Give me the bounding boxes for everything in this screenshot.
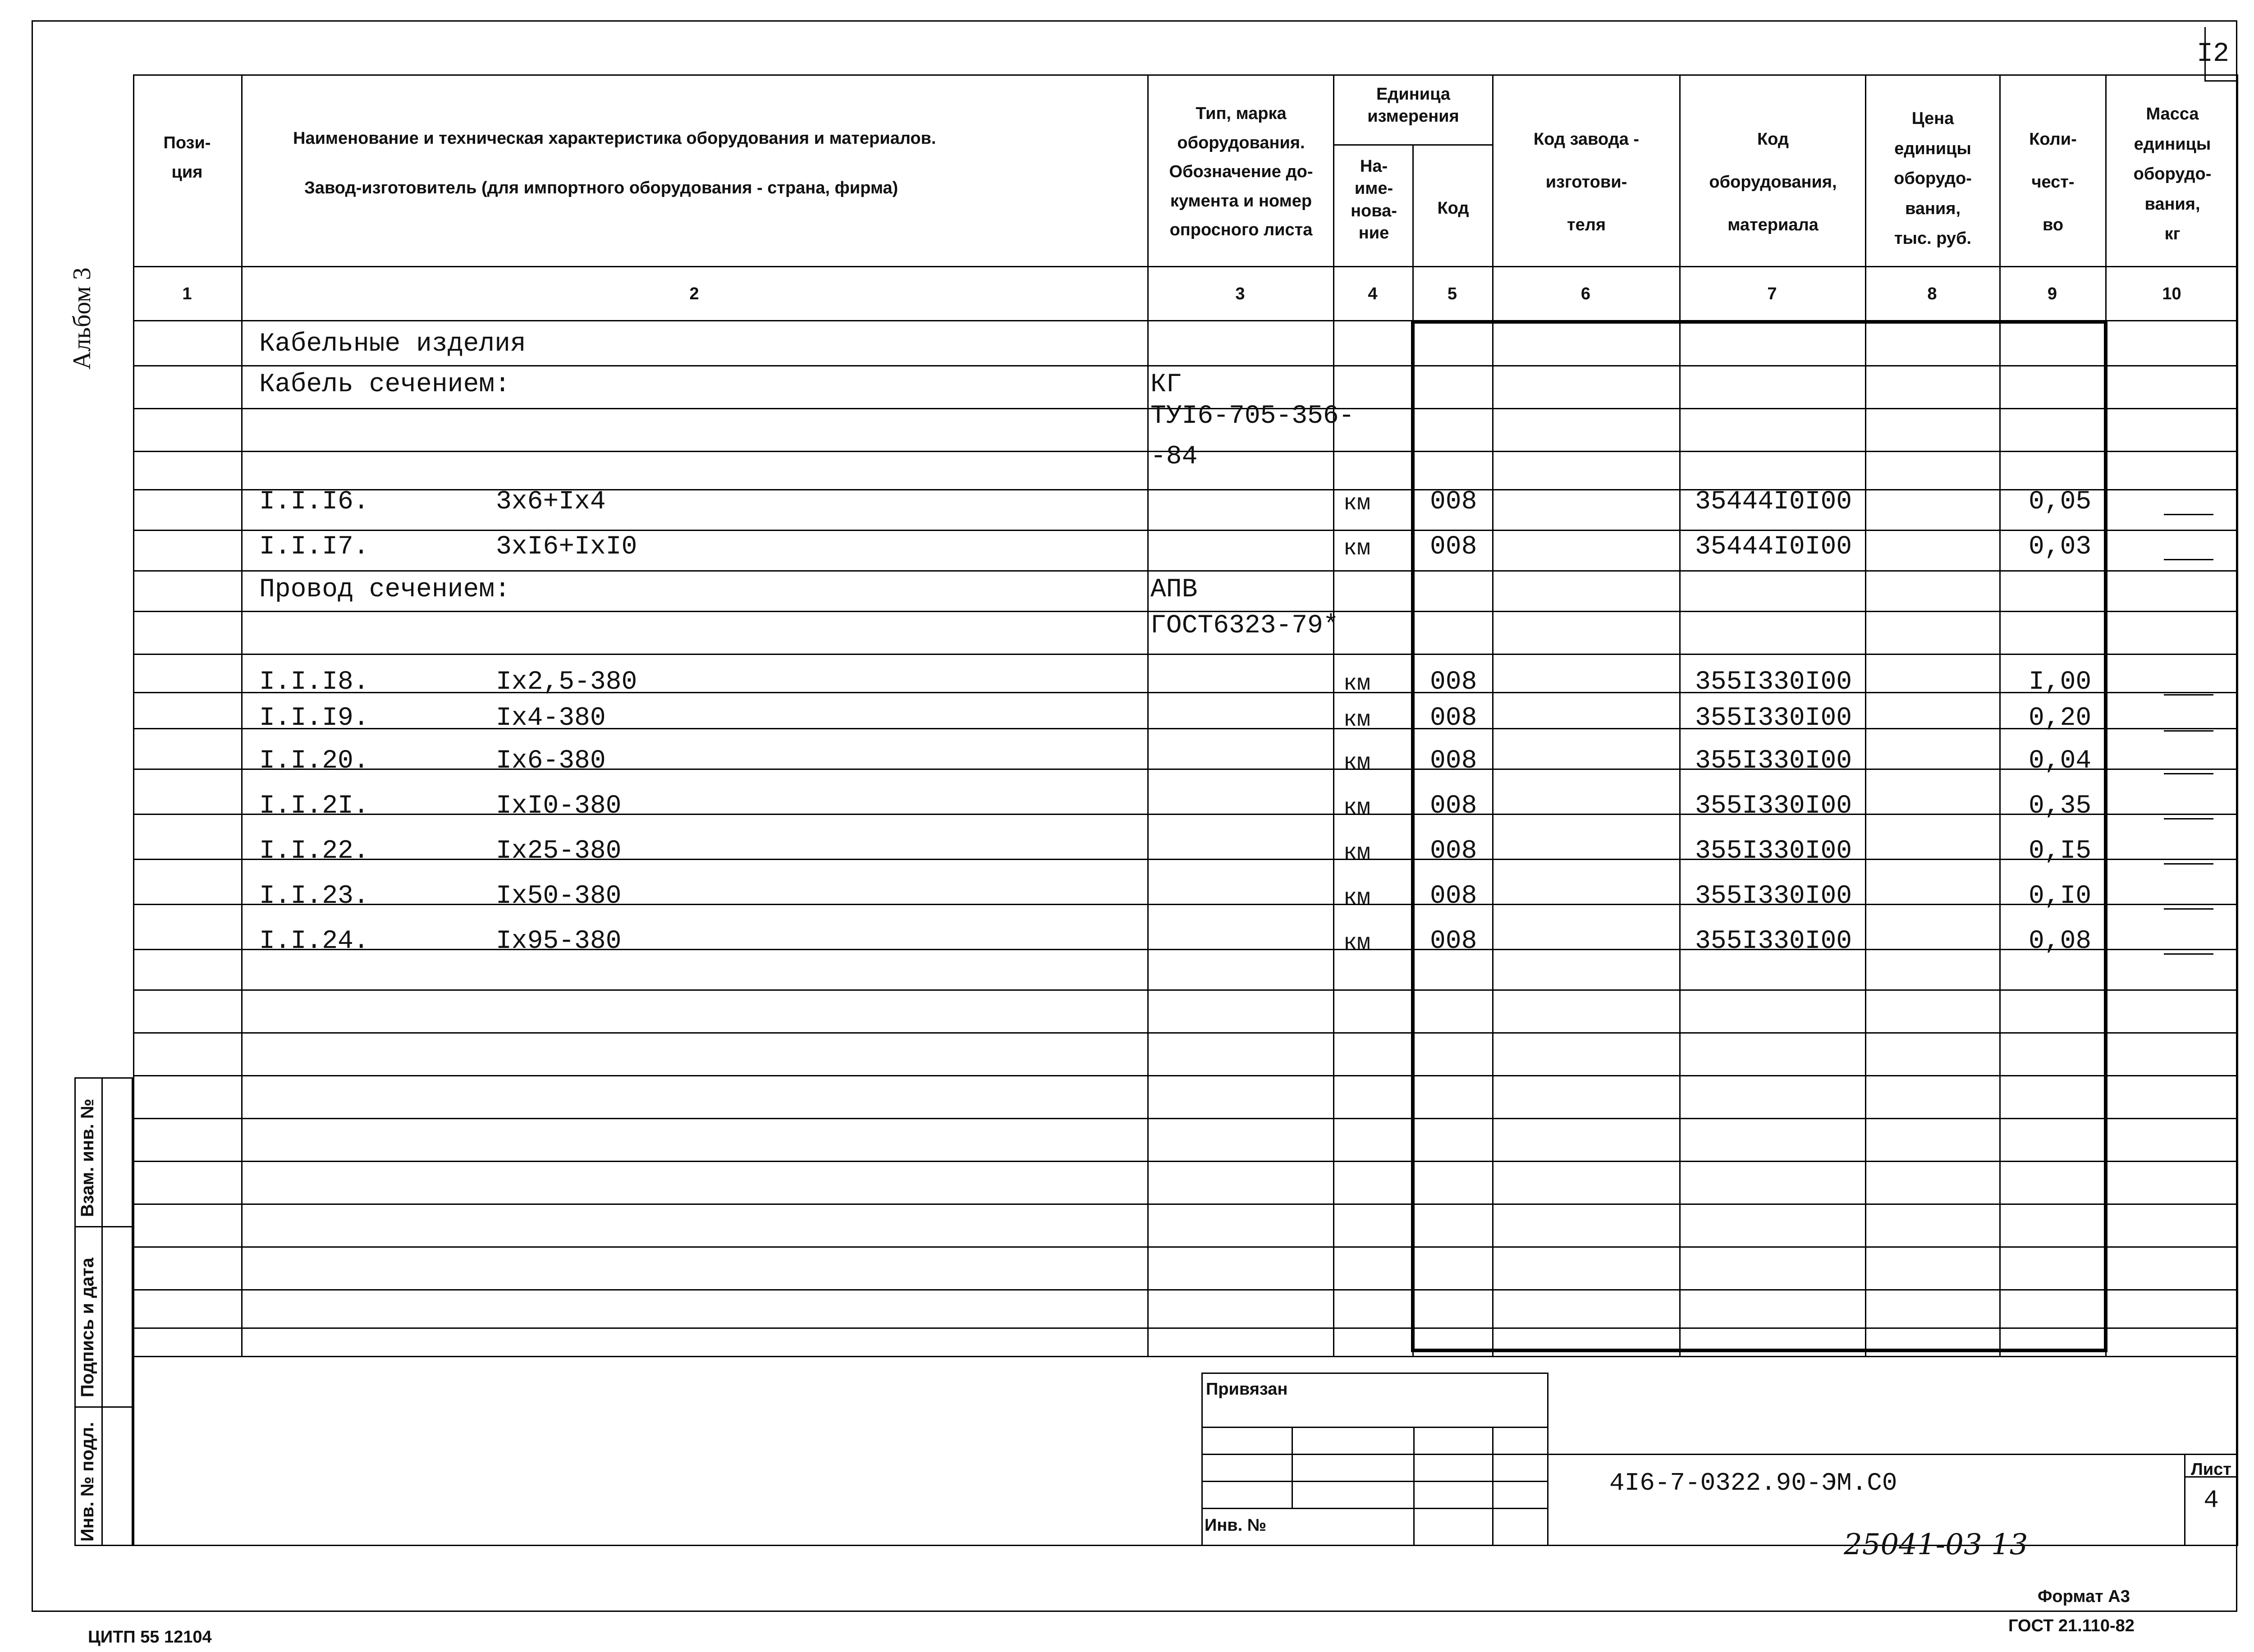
row-unit: км [1343,671,1371,697]
handwritten-number: 25041-03 13 [1844,1528,2028,1561]
row-material-code: 35444I0I00 [1695,487,1852,517]
row-unit-code: 008 [1430,927,1477,956]
row-divider [133,769,2238,770]
row-divider [133,1032,2238,1034]
row-material-code: 355I330I00 [1695,882,1852,911]
header-type: Тип, марка оборудования. Обозначение до- кумента и номер опросного листа [1169,104,1313,240]
row-unit-code: 008 [1430,837,1477,866]
row-unit: км [1343,930,1371,956]
row-spec: Iх2,5-380 [496,668,637,697]
side-stamp-inv: Инв. № подл. [78,1422,97,1542]
row-quantity: 0,08 [2029,927,2092,956]
row-unit: км [1343,707,1371,733]
colnum-2: 2 [689,284,699,303]
row-position: I.I.22. [259,837,369,866]
mass-dash [2164,908,2213,910]
colnum-4: 4 [1368,284,1378,303]
row-material-code: 35444I0I00 [1695,532,1852,562]
row-divider [133,1327,2238,1329]
row-unit: км [1343,885,1371,911]
row-position: I.I.I7. [259,532,369,562]
row-divider [133,859,2238,860]
list-label: Лист [2191,1460,2231,1479]
row-unit: км [1343,795,1371,821]
header-price: Цена единицы оборудо- вания, тыс. руб. [1894,109,1972,248]
mass-dash [2164,514,2213,515]
row-type: АПВ [1150,575,1198,604]
row-divider [133,814,2238,815]
bottom-border [32,1611,2237,1612]
row-unit-code: 008 [1430,882,1477,911]
bottom-stamp [133,1356,2238,1546]
row-divider [133,949,2238,950]
row-divider [133,692,2238,693]
mass-dash [2164,953,2213,955]
row-position: I.I.2I. [259,792,369,821]
header-name-line2: Завод-изготовитель (для импортного оборудования - страна, фирма) [304,178,898,197]
row-position: I.I.I8. [259,668,369,697]
mass-dash [2164,863,2213,865]
row-divider [133,1289,2238,1290]
row-divider [133,489,2238,490]
row-position: I.I.I6. [259,487,369,517]
row-divider [133,365,2238,366]
thick-body-box [1411,320,2107,1352]
header-factory-code: Код завода - изготови- теля [1533,130,1640,234]
row-divider [133,530,2238,531]
format-label: Формат А3 [2038,1587,2130,1606]
row-divider [133,654,2238,655]
header-material-code: Код оборудования, материала [1709,130,1837,234]
row-position: I.I.24. [259,927,369,956]
privyazan-label: Привязан [1206,1380,1288,1399]
sheet-number: I2 [2196,39,2229,69]
list-number: 4 [2204,1486,2219,1515]
row-unit: км [1343,750,1371,776]
colnum-5: 5 [1447,284,1457,303]
row-unit: км [1343,536,1371,562]
gost-label: ГОСТ 21.110-82 [2008,1616,2135,1635]
row-material-code: 355I330I00 [1695,746,1852,776]
row-quantity: 0,04 [2029,746,2092,776]
header-unit-group: Единица измерения [1367,85,1459,126]
row-spec: 3х6+Iх4 [496,487,606,517]
row-spec: 3хI6+IхI0 [496,532,637,562]
row-spec: Iх50-380 [496,882,622,911]
printer-label: ЦИТП 55 12104 [88,1628,212,1647]
row-spec: Iх25-380 [496,837,622,866]
document-code: 4I6-7-0322.90-ЭМ.С0 [1609,1469,1897,1497]
row-quantity: 0,35 [2029,792,2092,821]
mass-dash [2164,559,2213,560]
header-unit-name: На- име- нова- ние [1351,157,1397,243]
row-position: I.I.20. [259,746,369,776]
row-quantity: 0,03 [2029,532,2092,562]
row-unit-code: 008 [1430,532,1477,562]
row-type: -84 [1150,442,1198,471]
row-spec: Iх4-380 [496,704,606,733]
row-unit-code: 008 [1430,668,1477,697]
row-type: ТУI6-705-356- [1150,402,1355,431]
row-spec: Iх6-380 [496,746,606,776]
row-spec: Iх95-380 [496,927,622,956]
row-unit-code: 008 [1430,746,1477,776]
colnum-8: 8 [1927,284,1937,303]
row-divider [133,1161,2238,1162]
row-divider [133,570,2238,572]
row-unit: км [1343,491,1371,517]
side-stamp-podpis: Подпись и дата [78,1258,97,1397]
row-material-code: 355I330I00 [1695,704,1852,733]
header-name-line1: Наименование и техническая характеристика оборудования и материалов. [293,129,936,148]
header-mass: Масса единицы оборудо- вания, кг [2133,105,2212,243]
colnum-7: 7 [1767,284,1777,303]
row-quantity: 0,I5 [2029,837,2092,866]
row-quantity: 0,05 [2029,487,2092,517]
row-material-code: 355I330I00 [1695,668,1852,697]
colnum-3: 3 [1235,284,1245,303]
colnum-10: 10 [2162,284,2181,303]
row-divider [133,1246,2238,1248]
row-unit-code: 008 [1430,792,1477,821]
row-name: Кабельные изделия [259,329,526,359]
colnum-9: 9 [2047,284,2057,303]
mass-dash [2164,730,2213,732]
row-quantity: 0,20 [2029,704,2092,733]
row-unit-code: 008 [1430,487,1477,517]
row-divider [133,1118,2238,1119]
album-label: Альбом 3 [68,267,96,370]
top-border [32,20,2236,22]
row-type: ГОСТ6323-79* [1150,611,1339,641]
row-position: I.I.23. [259,882,369,911]
inv-no-label: Инв. № [1205,1516,1267,1535]
row-position: I.I.I9. [259,704,369,733]
row-material-code: 355I330I00 [1695,837,1852,866]
row-divider [133,1204,2238,1205]
mass-dash [2164,773,2213,774]
row-divider [133,904,2238,905]
row-divider [133,728,2238,729]
row-unit: км [1343,840,1371,866]
row-type: КГ [1150,370,1182,399]
row-quantity: I,00 [2029,668,2092,697]
row-divider [133,1075,2238,1076]
row-name: Провод сечением: [259,575,510,604]
colnum-6: 6 [1581,284,1591,303]
row-material-code: 355I330I00 [1695,792,1852,821]
row-quantity: 0,I0 [2029,882,2092,911]
left-border [32,20,33,1611]
row-spec: IхI0-380 [496,792,622,821]
mass-dash [2164,818,2213,819]
row-material-code: 355I330I00 [1695,927,1852,956]
mass-dash [2164,694,2213,696]
side-stamp-vzam: Взам. инв. № [78,1098,97,1217]
row-name: Кабель сечением: [259,370,510,399]
header-quantity: Коли- чест- во [2029,130,2077,234]
header-position: Пози- ция [163,133,211,182]
row-divider [133,989,2238,991]
colnum-1: 1 [182,284,192,303]
header-unit-code: Код [1437,199,1469,218]
row-unit-code: 008 [1430,704,1477,733]
